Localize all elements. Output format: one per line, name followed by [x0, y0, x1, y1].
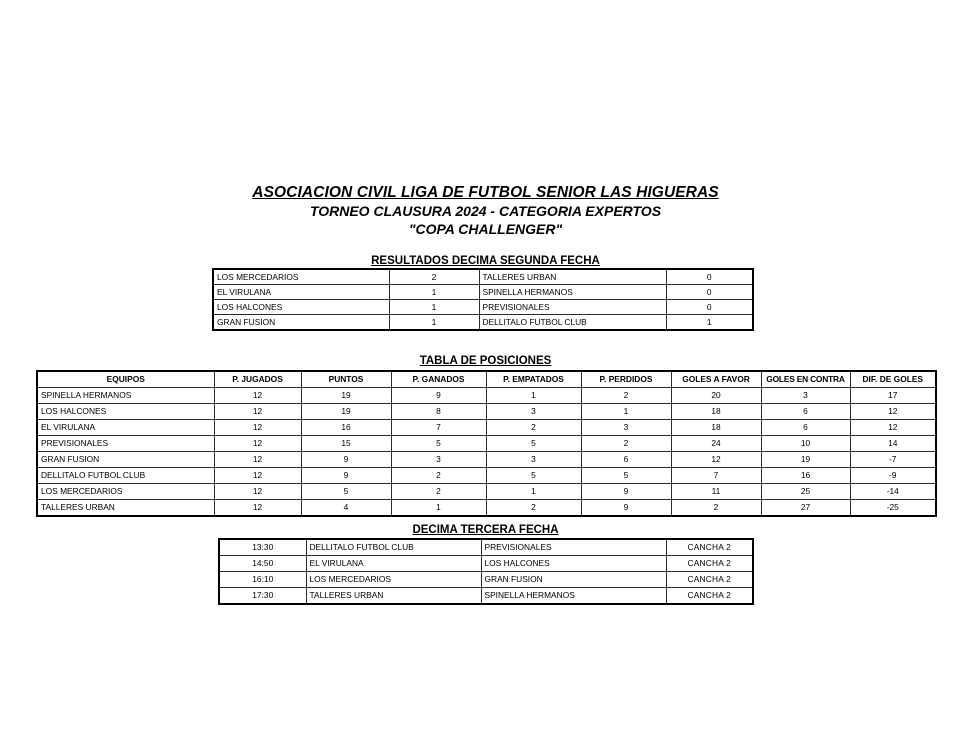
standings-points: 15	[301, 436, 391, 452]
results-home-team: LOS MERCEDARIOS	[213, 269, 389, 285]
table-row	[219, 539, 753, 556]
standings-team: PREVISIONALES	[37, 436, 214, 452]
standings-won: 1	[391, 500, 486, 517]
standings-goals-for: 24	[671, 436, 761, 452]
results-section-heading: RESULTADOS DECIMA SEGUNDA FECHA	[371, 255, 600, 267]
page-title: ASOCIACION CIVIL LIGA DE FUTBOL SENIOR LAS HIGUERAS	[252, 184, 719, 201]
standings-goals-against: 25	[761, 484, 850, 500]
table-row	[37, 420, 936, 436]
page-subtitle-two: "COPA CHALLENGER"	[408, 221, 563, 237]
standings-lost: 9	[581, 500, 671, 517]
fixture-time: 17:30	[219, 588, 306, 605]
standings-drawn: 1	[486, 484, 581, 500]
standings-won: 8	[391, 404, 486, 420]
standings-points: 9	[301, 468, 391, 484]
fixture-venue: CANCHA 2	[666, 556, 753, 572]
standings-goal-diff: -7	[850, 452, 936, 468]
standings-goals-against: 10	[761, 436, 850, 452]
standings-team: LOS MERCEDARIOS	[37, 484, 214, 500]
standings-played: 12	[214, 468, 301, 484]
page-subtitle-one: TORNEO CLAUSURA 2024 - CATEGORIA EXPERTOS	[309, 203, 662, 219]
fixture-venue: CANCHA 2	[666, 588, 753, 605]
fixture-away-team: SPINELLA HERMANOS	[481, 588, 666, 605]
table-row	[213, 300, 753, 315]
standings-goal-diff: 12	[850, 420, 936, 436]
standings-points: 4	[301, 500, 391, 517]
table-row	[37, 436, 936, 452]
table-row	[213, 285, 753, 300]
fixtures-section-heading: DECIMA TERCERA FECHA	[412, 524, 559, 536]
fixture-venue: CANCHA 2	[666, 539, 753, 556]
results-away-score: 0	[666, 285, 753, 300]
standings-goals-for: 12	[671, 452, 761, 468]
fixture-home-team: TALLERES URBAN	[306, 588, 481, 605]
column-header-equipos: EQUIPOS	[37, 371, 214, 388]
table-row	[37, 388, 936, 404]
table-row	[37, 500, 936, 517]
results-home-team: GRAN FUSION	[213, 315, 389, 331]
table-row	[219, 588, 753, 605]
standings-won: 2	[391, 468, 486, 484]
standings-drawn: 2	[486, 420, 581, 436]
standings-played: 12	[214, 500, 301, 517]
standings-header-row	[37, 371, 936, 388]
standings-drawn: 3	[486, 452, 581, 468]
standings-team: LOS HALCONES	[37, 404, 214, 420]
results-home-score: 2	[389, 269, 479, 285]
standings-played: 12	[214, 452, 301, 468]
standings-played: 12	[214, 420, 301, 436]
standings-goal-diff: -14	[850, 484, 936, 500]
fixture-away-team: PREVISIONALES	[481, 539, 666, 556]
table-row	[213, 315, 753, 331]
table-row	[213, 269, 753, 285]
results-away-score: 0	[666, 269, 753, 285]
standings-won: 3	[391, 452, 486, 468]
table-row	[219, 572, 753, 588]
standings-lost: 1	[581, 404, 671, 420]
results-table	[212, 268, 754, 331]
standings-points: 5	[301, 484, 391, 500]
standings-goal-diff: -9	[850, 468, 936, 484]
table-row	[37, 484, 936, 500]
standings-goals-for: 18	[671, 420, 761, 436]
standings-lost: 3	[581, 420, 671, 436]
standings-team: SPINELLA HERMANOS	[37, 388, 214, 404]
fixture-time: 14:50	[219, 556, 306, 572]
standings-goals-for: 11	[671, 484, 761, 500]
results-away-team: TALLERES URBAN	[479, 269, 666, 285]
fixture-time: 13:30	[219, 539, 306, 556]
standings-team: EL VIRULANA	[37, 420, 214, 436]
standings-lost: 9	[581, 484, 671, 500]
results-away-team: PREVISIONALES	[479, 300, 666, 315]
results-home-score: 1	[389, 285, 479, 300]
results-home-score: 1	[389, 315, 479, 331]
standings-played: 12	[214, 484, 301, 500]
results-home-team: EL VIRULANA	[213, 285, 389, 300]
standings-points: 19	[301, 388, 391, 404]
column-header-goles-en-contra: GOLES EN CONTRA	[761, 371, 850, 388]
standings-section-heading: TABLA DE POSICIONES	[419, 355, 552, 367]
standings-goals-against: 16	[761, 468, 850, 484]
standings-points: 9	[301, 452, 391, 468]
table-row	[37, 452, 936, 468]
standings-won: 5	[391, 436, 486, 452]
column-header-p-ganados: P. GANADOS	[391, 371, 486, 388]
standings-won: 9	[391, 388, 486, 404]
standings-drawn: 5	[486, 436, 581, 452]
standings-goals-for: 2	[671, 500, 761, 517]
standings-lost: 2	[581, 388, 671, 404]
fixture-home-team: LOS MERCEDARIOS	[306, 572, 481, 588]
standings-goal-diff: 14	[850, 436, 936, 452]
standings-played: 12	[214, 404, 301, 420]
table-row	[219, 556, 753, 572]
standings-goals-for: 7	[671, 468, 761, 484]
standings-drawn: 2	[486, 500, 581, 517]
standings-drawn: 3	[486, 404, 581, 420]
fixtures-table	[218, 538, 754, 605]
standings-won: 2	[391, 484, 486, 500]
standings-goal-diff: -25	[850, 500, 936, 517]
standings-drawn: 1	[486, 388, 581, 404]
table-row	[37, 468, 936, 484]
standings-goals-for: 18	[671, 404, 761, 420]
standings-goals-against: 6	[761, 404, 850, 420]
standings-lost: 6	[581, 452, 671, 468]
standings-goals-for: 20	[671, 388, 761, 404]
column-header-dif-de-goles: DIF. DE GOLES	[850, 371, 936, 388]
standings-played: 12	[214, 436, 301, 452]
standings-drawn: 5	[486, 468, 581, 484]
results-away-team: SPINELLA HERMANOS	[479, 285, 666, 300]
column-header-p-empatados: P. EMPATADOS	[486, 371, 581, 388]
standings-goals-against: 19	[761, 452, 850, 468]
document-header	[0, 183, 971, 238]
results-away-team: DELLITALO FUTBOL CLUB	[479, 315, 666, 331]
table-row	[37, 404, 936, 420]
standings-played: 12	[214, 388, 301, 404]
standings-points: 19	[301, 404, 391, 420]
fixture-away-team: LOS HALCONES	[481, 556, 666, 572]
standings-lost: 2	[581, 436, 671, 452]
column-header-puntos: PUNTOS	[301, 371, 391, 388]
standings-team: DELLITALO FUTBOL CLUB	[37, 468, 214, 484]
standings-goals-against: 3	[761, 388, 850, 404]
results-away-score: 0	[666, 300, 753, 315]
standings-table	[36, 370, 937, 517]
standings-points: 16	[301, 420, 391, 436]
standings-team: GRAN FUSION	[37, 452, 214, 468]
standings-won: 7	[391, 420, 486, 436]
column-header-goles-a-favor: GOLES A FAVOR	[671, 371, 761, 388]
standings-goals-against: 6	[761, 420, 850, 436]
fixture-away-team: GRAN FUSION	[481, 572, 666, 588]
fixture-time: 16:10	[219, 572, 306, 588]
fixture-venue: CANCHA 2	[666, 572, 753, 588]
results-home-team: LOS HALCONES	[213, 300, 389, 315]
standings-goal-diff: 17	[850, 388, 936, 404]
standings-team: TALLERES URBAN	[37, 500, 214, 517]
results-home-score: 1	[389, 300, 479, 315]
standings-lost: 5	[581, 468, 671, 484]
standings-goal-diff: 12	[850, 404, 936, 420]
column-header-p-perdidos: P. PERDIDOS	[581, 371, 671, 388]
fixture-home-team: DELLITALO FUTBOL CLUB	[306, 539, 481, 556]
column-header-p-jugados: P. JUGADOS	[214, 371, 301, 388]
fixture-home-team: EL VIRULANA	[306, 556, 481, 572]
standings-goals-against: 27	[761, 500, 850, 517]
results-away-score: 1	[666, 315, 753, 331]
